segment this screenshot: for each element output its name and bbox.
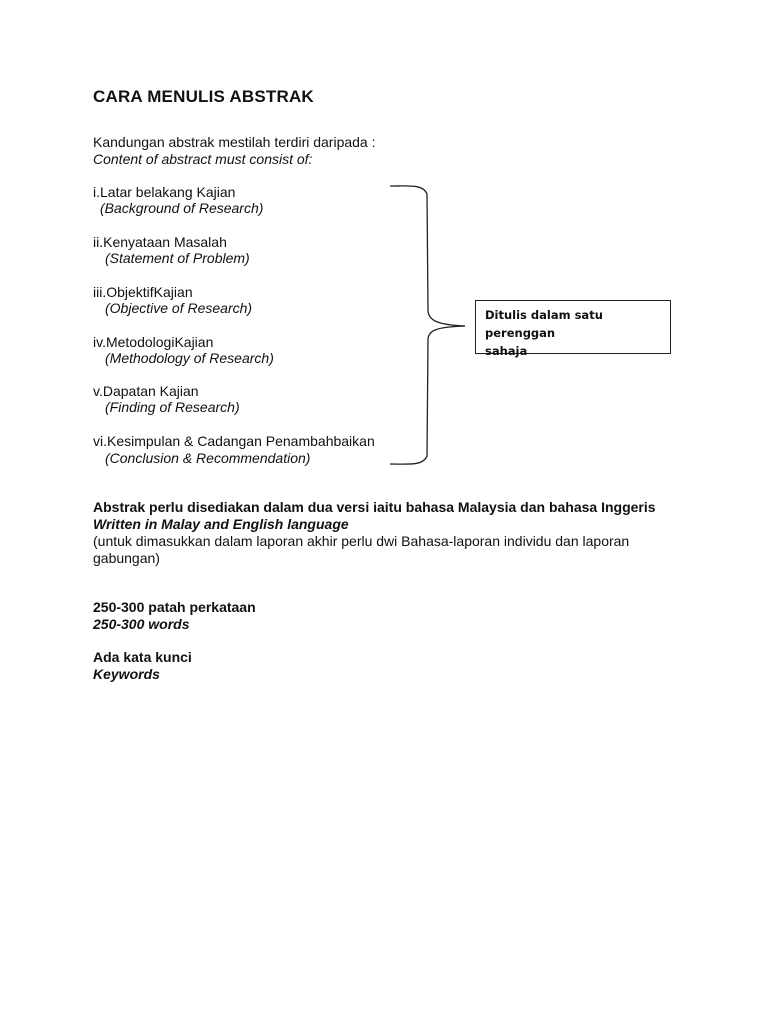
item-4-malay: iv.MetodologiKajian (93, 334, 214, 350)
keywords-malay: Ada kata kunci (93, 649, 192, 665)
item-4-english: (Methodology of Research) (105, 350, 274, 366)
item-3-english: (Objective of Research) (105, 300, 253, 316)
document-title: CARA MENULIS ABSTRAK (93, 87, 314, 106)
item-6-malay: vi.Kesimpulan & Cadangan Penambahbaikan (93, 433, 375, 449)
item-3-malay: iii.ObjektifKajian (93, 284, 193, 300)
item-2-malay: ii.Kenyataan Masalah (93, 234, 227, 250)
item-2-english: (Statement of Problem) (105, 250, 250, 266)
item-1-english: (Background of Research) (100, 200, 264, 216)
note-box-line-2: sahaja (485, 344, 528, 358)
item-5-english: (Finding of Research) (105, 399, 240, 415)
keywords-english: Keywords (93, 666, 160, 682)
language-note-line-1: (untuk dimasukkan dalam laporan akhir perlu dwi Bahasa-laporan individu dan laporan (93, 533, 630, 549)
words-malay: 250-300 patah perkataan (93, 599, 256, 615)
curly-bracket-icon (385, 180, 475, 475)
intro-english: Content of abstract must consist of: (93, 151, 313, 167)
intro-malay: Kandungan abstrak mestilah terdiri daripada : (93, 134, 376, 150)
item-1-malay: i.Latar belakang Kajian (93, 184, 236, 200)
note-box (475, 300, 671, 358)
language-malay: Abstrak perlu disediakan dalam dua versi iaitu bahasa Malaysia dan bahasa Inggeris (93, 499, 656, 515)
language-english: Written in Malay and English language (93, 516, 349, 532)
words-english: 250-300 words (93, 616, 190, 632)
item-5-malay: v.Dapatan Kajian (93, 383, 199, 399)
item-6-english: (Conclusion & Recommendation) (105, 450, 311, 466)
note-box-line-1: Ditulis dalam satu perenggan (485, 308, 603, 340)
language-note-line-2: gabungan) (93, 550, 160, 566)
